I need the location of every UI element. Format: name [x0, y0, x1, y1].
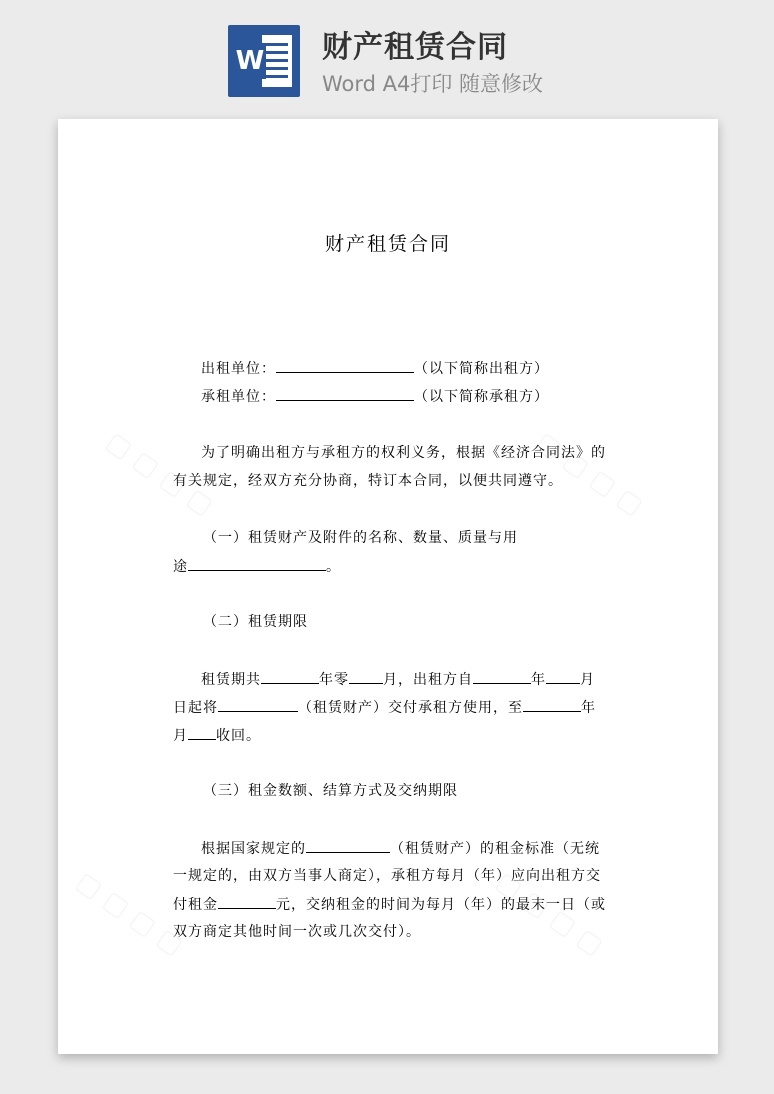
property-blank[interactable]	[218, 697, 298, 712]
document-page	[58, 119, 718, 1054]
word-document-icon	[228, 25, 300, 97]
s2-text-a: 租赁期共	[201, 672, 261, 688]
purpose-blank[interactable]	[188, 556, 326, 571]
s3-text-a: 根据国家规定的	[201, 841, 306, 857]
s3-text-b: （租赁财产）的租金标准（无统	[390, 841, 600, 857]
s2-text-d: 年	[531, 672, 546, 688]
section-2-line-3	[173, 725, 261, 746]
section-3-line-4: 双方商定其他时间一次或几次交付）。	[173, 924, 421, 940]
preview-header	[0, 0, 774, 110]
document-title: 财产租赁合同	[324, 233, 451, 255]
header-title: 财产租赁合同	[322, 30, 508, 65]
start-month-blank[interactable]	[546, 669, 580, 684]
start-year-blank[interactable]	[473, 669, 531, 684]
intro-line-1: 为了明确出租方与承租方的权利义务，根据《经济合同法》的	[201, 445, 606, 461]
section-1-heading: （一）租赁财产及附件的名称、数量、质量与用	[203, 530, 518, 546]
s3-text-c: 付租金	[173, 897, 218, 913]
end-year-blank[interactable]	[523, 697, 581, 712]
lessor-note: （以下简称出租方）	[414, 361, 549, 377]
s2-text-i: 月	[173, 728, 188, 744]
s2-text-b: 年零	[319, 672, 349, 688]
s2-text-c: 月，出租方自	[383, 672, 473, 688]
s3-text-d: 元，交纳租金的时间为每月（年）的最末一日（或	[276, 897, 606, 913]
rent-amount-blank[interactable]	[218, 894, 276, 909]
lessor-blank[interactable]	[276, 358, 414, 373]
lessee-note: （以下简称承租方）	[414, 389, 549, 405]
lessor-line	[201, 358, 549, 379]
lessee-line	[201, 386, 549, 407]
header-subtitle: Word A4打印 随意修改	[322, 72, 544, 96]
intro-line-2: 有关规定，经双方充分协商，特订本合同，以便共同遵守。	[173, 473, 563, 489]
section-3-line-1	[201, 838, 600, 859]
section-2-line-2	[173, 697, 596, 718]
lessor-label: 出租单位：	[201, 361, 276, 377]
page-lines-graphic	[262, 35, 292, 87]
term-months-blank[interactable]	[349, 669, 383, 684]
section-2-line-1	[201, 669, 595, 690]
s1-end: 。	[326, 559, 341, 575]
section-3-heading: （三）租金数额、结算方式及交纳期限	[203, 783, 458, 799]
s2-text-j: 收回。	[216, 728, 261, 744]
lessee-blank[interactable]	[276, 386, 414, 401]
end-month-blank[interactable]	[188, 725, 216, 740]
term-years-blank[interactable]	[261, 669, 319, 684]
section-1-continuation	[173, 556, 341, 577]
lessee-label: 承租单位：	[201, 389, 276, 405]
word-letter: W	[234, 43, 266, 79]
s2-text-g: （租赁财产）交付承租方使用，至	[298, 700, 523, 716]
rent-property-blank[interactable]	[306, 838, 390, 853]
watermark	[71, 866, 189, 961]
s2-text-f: 日起将	[173, 700, 218, 716]
s2-text-h: 年	[581, 700, 596, 716]
section-2-heading: （二）租赁期限	[203, 614, 308, 630]
section-3-line-2: 一规定的，由双方当事人商定），承租方每月（年）应向出租方交	[173, 868, 601, 884]
section-3-line-3	[173, 894, 606, 915]
s1-text: 途	[173, 559, 188, 575]
s2-text-e: 月	[580, 672, 595, 688]
